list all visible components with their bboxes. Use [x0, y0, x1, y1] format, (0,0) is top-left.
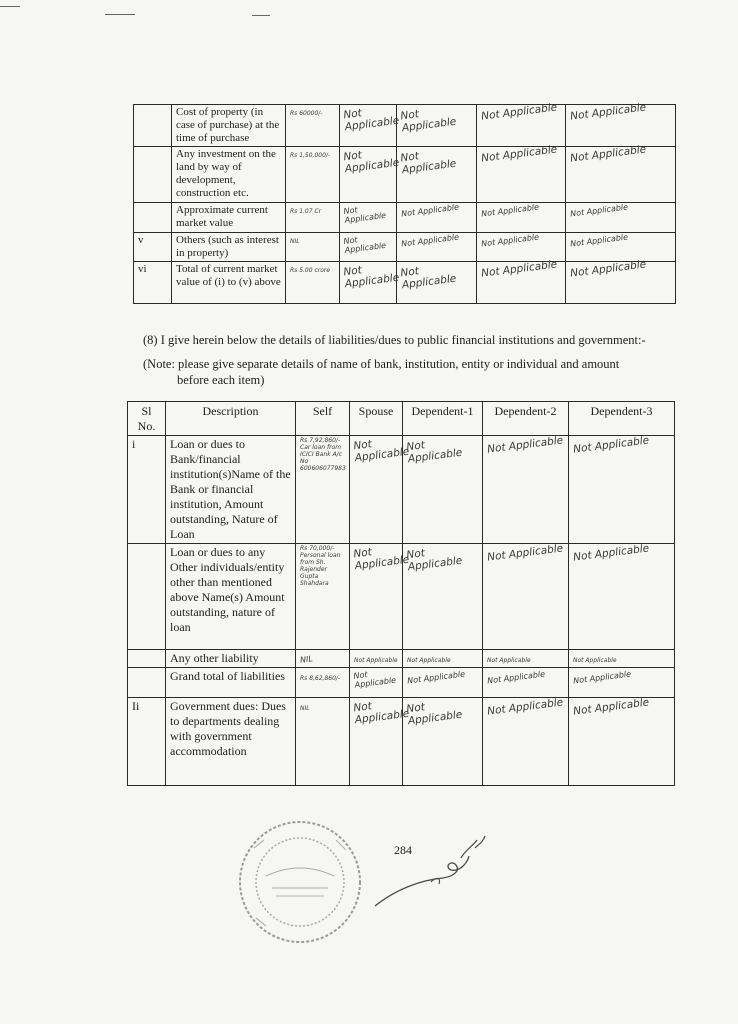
signature — [365, 820, 505, 910]
dependent-2-cell: Not Applicable — [477, 262, 566, 304]
assets-table — [133, 101, 676, 304]
spouse-cell: Not Applicable — [350, 436, 403, 544]
spouse-cell: Not Applicable — [340, 262, 397, 304]
liabilities-table — [127, 401, 675, 786]
dependent-1-cell: Not Applicable — [397, 147, 477, 203]
sl-cell: Ii — [128, 698, 166, 786]
official-stamp — [236, 818, 364, 946]
dependent-3-cell: Not Applicable — [569, 668, 675, 698]
dependent-3-cell: Not Applicable — [569, 544, 675, 650]
table-row — [134, 262, 676, 304]
dependent-2-cell: Not Applicable — [483, 698, 569, 786]
table-row — [128, 668, 675, 698]
description-cell: Any other liability — [166, 650, 296, 668]
description-cell: Approximate current market value — [172, 203, 286, 233]
self-cell: Rs 5.00 crore — [286, 262, 340, 304]
dependent-3-cell: Not Applicable — [566, 147, 676, 203]
dependent-3-cell: Not Applicable — [569, 650, 675, 668]
sl-cell: v — [134, 233, 172, 262]
table-row — [134, 147, 676, 203]
spouse-cell: Not Applicable — [340, 147, 397, 203]
dependent-1-cell: Not Applicable — [403, 668, 483, 698]
spouse-cell: Not Applicable — [340, 203, 397, 233]
dependent-3-cell: Not Applicable — [566, 233, 676, 262]
self-cell: Rs 1,50,000/- — [286, 147, 340, 203]
description-cell: Government dues: Dues to departments dealing with government accommodation — [166, 698, 296, 786]
dependent-2-cell: Not Applicable — [477, 203, 566, 233]
self-cell: NIL — [296, 650, 350, 668]
spouse-cell: Not Applicable — [350, 650, 403, 668]
self-cell: NIL — [296, 698, 350, 786]
spouse-cell: Not Applicable — [350, 544, 403, 650]
sl-cell — [128, 650, 166, 668]
header-dependent-2: Dependent-2 — [483, 402, 569, 436]
description-cell: Loan or dues to Bank/financial institution(s)Name of the Bank or financial institution, Amount outstanding, Nature of Loan — [166, 436, 296, 544]
dependent-2-cell: Not Applicable — [483, 668, 569, 698]
section-8-heading: (8) I give herein below the details of liabilities/dues to public financial institutions and government:- — [143, 333, 646, 347]
table-row — [134, 105, 676, 147]
header-dependent-1: Dependent-1 — [403, 402, 483, 436]
dependent-3-cell: Not Applicable — [566, 262, 676, 304]
spouse-cell: Not Applicable — [350, 698, 403, 786]
spouse-cell: Not Applicable — [340, 233, 397, 262]
sl-cell — [134, 105, 172, 147]
dependent-2-cell: Not Applicable — [477, 105, 566, 147]
header-sl: Sl No. — [128, 402, 166, 436]
description-cell: Grand total of liabilities — [166, 668, 296, 698]
self-cell: Rs 60000/- — [286, 105, 340, 147]
dependent-1-cell: Not Applicable — [403, 650, 483, 668]
header-self: Self — [296, 402, 350, 436]
header-spouse: Spouse — [350, 402, 403, 436]
table-row — [128, 436, 675, 544]
dependent-1-cell: Not Applicable — [403, 544, 483, 650]
dependent-3-cell: Not Applicable — [569, 436, 675, 544]
table-row — [128, 544, 675, 650]
table-row — [128, 650, 675, 668]
table-row — [128, 698, 675, 786]
spouse-cell: Not Applicable — [340, 105, 397, 147]
description-cell: Any investment on the land by way of development, construction etc. — [172, 147, 286, 203]
spouse-cell: Not Applicable — [350, 668, 403, 698]
dependent-3-cell: Not Applicable — [569, 698, 675, 786]
dependent-2-cell: Not Applicable — [483, 650, 569, 668]
description-cell: Total of current market value of (i) to (v) above — [172, 262, 286, 304]
self-cell: Rs 8,62,860/- — [296, 668, 350, 698]
dependent-1-cell: Not Applicable — [397, 262, 477, 304]
dependent-1-cell: Not Applicable — [397, 105, 477, 147]
dependent-1-cell: Not Applicable — [403, 436, 483, 544]
description-cell: Others (such as interest in property) — [172, 233, 286, 262]
dependent-1-cell: Not Applicable — [397, 233, 477, 262]
dependent-2-cell: Not Applicable — [483, 436, 569, 544]
table-row — [134, 203, 676, 233]
sl-cell — [134, 147, 172, 203]
dependent-3-cell: Not Applicable — [566, 105, 676, 147]
header-dependent-3: Dependent-3 — [569, 402, 675, 436]
self-cell: Rs 7,92,860/- Car loan from ICICI Bank A/c No 600606077983 — [296, 436, 350, 544]
sl-cell — [134, 203, 172, 233]
sl-cell — [128, 544, 166, 650]
sl-cell: vi — [134, 262, 172, 304]
description-cell: Cost of property (in case of purchase) at the time of purchase — [172, 105, 286, 147]
dependent-3-cell: Not Applicable — [566, 203, 676, 233]
dependent-1-cell: Not Applicable — [397, 203, 477, 233]
self-cell: Rs 70,000/- Personal loan from Sh. Rajender Gupta Shahdara — [296, 544, 350, 650]
note-line-2: before each item) — [177, 373, 265, 387]
table-row — [134, 233, 676, 262]
dependent-2-cell: Not Applicable — [477, 147, 566, 203]
dependent-2-cell: Not Applicable — [483, 544, 569, 650]
dependent-2-cell: Not Applicable — [477, 233, 566, 262]
dependent-1-cell: Not Applicable — [403, 698, 483, 786]
header-description: Description — [166, 402, 296, 436]
note-line-1: (Note: please give separate details of name of bank, institution, entity or individual and amount — [143, 357, 620, 371]
self-cell: Rs 1.07 Cr — [286, 203, 340, 233]
sl-cell — [128, 668, 166, 698]
self-cell: NIL — [286, 233, 340, 262]
table-header-row — [128, 402, 675, 436]
sl-cell: i — [128, 436, 166, 544]
page-number: 284 — [394, 843, 412, 857]
description-cell: Loan or dues to any Other individuals/entity other than mentioned above Name(s) Amount outstanding, nature of loan — [166, 544, 296, 650]
